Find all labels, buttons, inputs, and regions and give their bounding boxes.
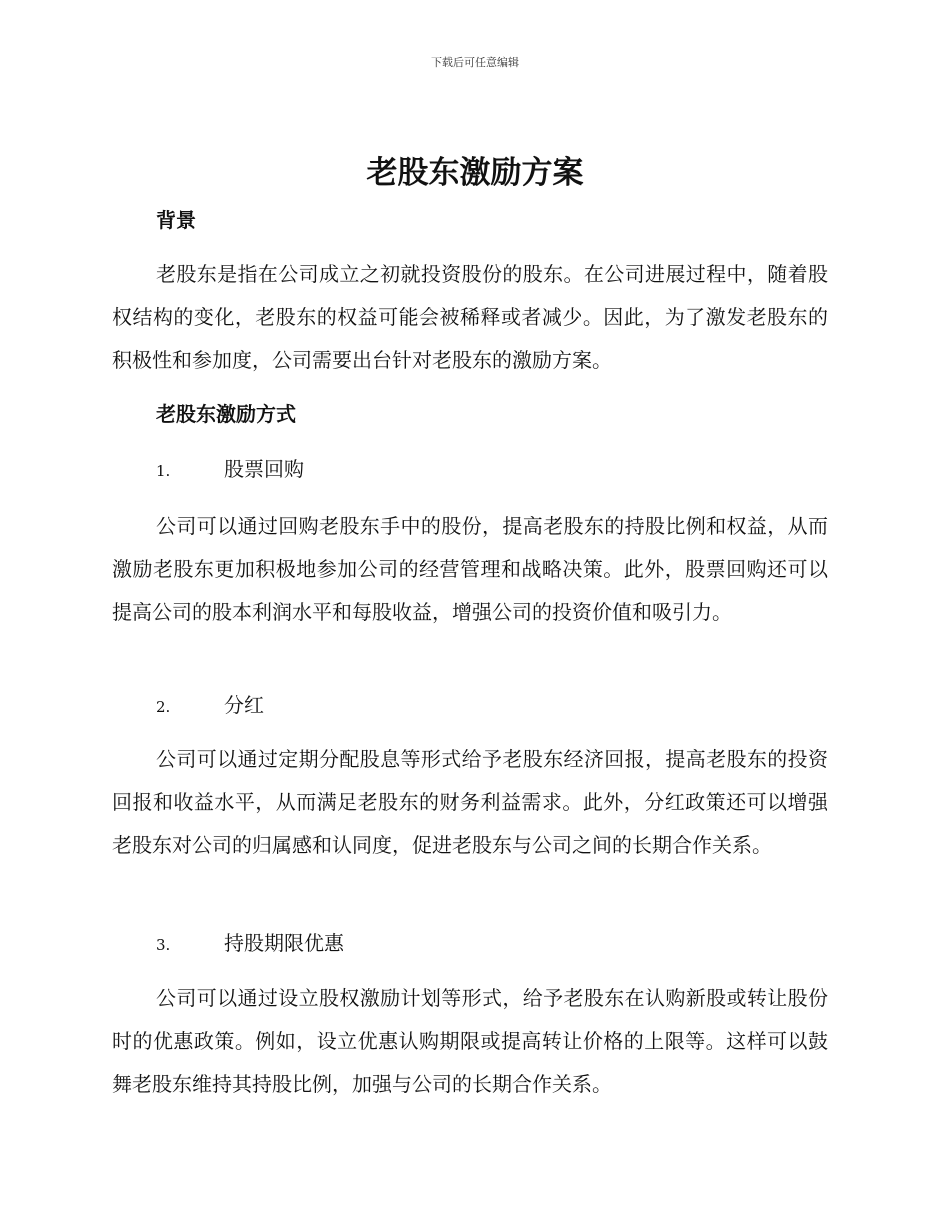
- background-paragraph: 老股东是指在公司成立之初就投资股份的股东。在公司进展过程中，随着股权结构的变化，老股东的权益可能会被稀释或者减少。因此，为了激发老股东的积极性和参加度，公司需要出台针对老股东的激励方案。: [112, 262, 828, 372]
- list-label: 分红: [224, 693, 264, 717]
- list-number: 1.: [156, 462, 171, 480]
- list-item-stock-buyback: [156, 454, 304, 484]
- list-number: 2.: [156, 698, 171, 716]
- stock-buyback-paragraph: 公司可以通过回购老股东手中的股份，提高老股东的持股比例和权益，从而激励老股东更加积极地参加公司的经营管理和战略决策。此外，股票回购还可以提高公司的股本利润水平和每股收益，增强公司的投资价值和吸引力。: [112, 514, 828, 624]
- list-item-dividend: [156, 690, 264, 720]
- dividend-paragraph: 公司可以通过定期分配股息等形式给予老股东经济回报，提高老股东的投资回报和收益水平，从而满足老股东的财务利益需求。此外，分红政策还可以增强老股东对公司的归属感和认同度，促进老股东与公司之间的长期合作关系。: [112, 747, 828, 857]
- list-item-holding-period: [156, 928, 344, 958]
- list-label: 持股期限优惠: [224, 931, 344, 955]
- header-note: 下载后可任意编辑: [431, 56, 519, 69]
- document-title: 老股东激励方案: [366, 155, 584, 191]
- holding-period-paragraph: 公司可以通过设立股权激励计划等形式，给予老股东在认购新股或转让股份时的优惠政策。例如，设立优惠认购期限或提高转让价格的上限等。这样可以鼓舞老股东维持其持股比例，加强与公司的长期合作关系。: [112, 986, 828, 1096]
- list-label: 股票回购: [224, 457, 304, 481]
- list-number: 3.: [156, 936, 171, 954]
- section-heading-background: 背景: [156, 208, 196, 232]
- section-heading-methods: 老股东激励方式: [156, 402, 296, 426]
